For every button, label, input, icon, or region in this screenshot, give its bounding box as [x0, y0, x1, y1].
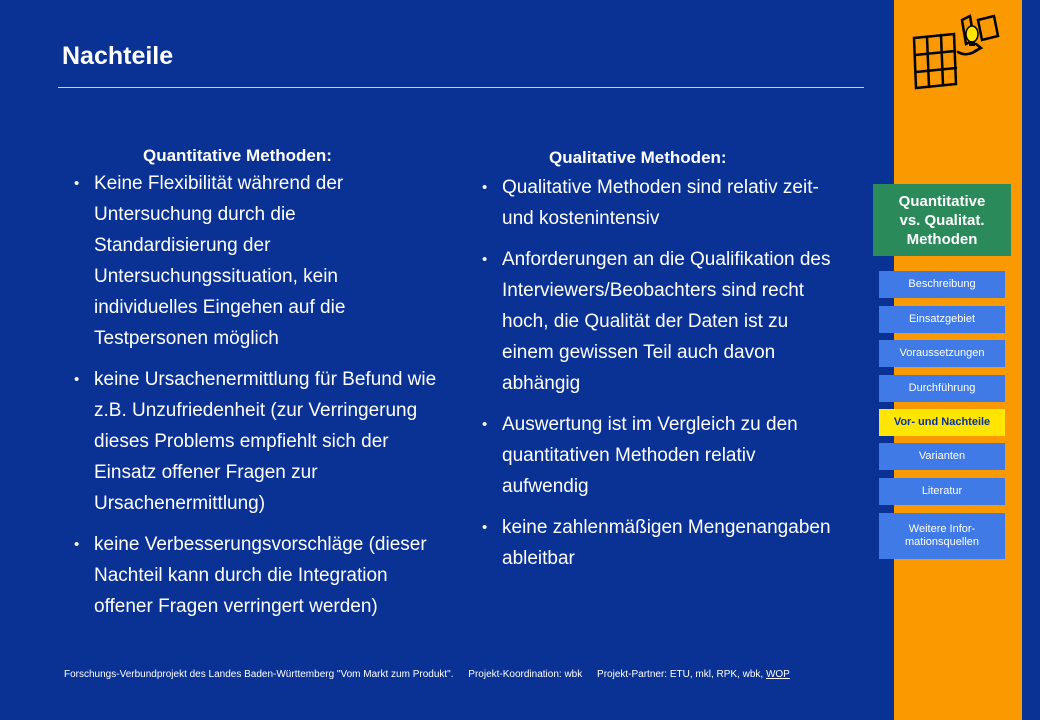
list-item: • Auswertung ist im Vergleich zu den quantitativen Methoden relativ aufwendig: [482, 409, 842, 502]
footer: [64, 669, 790, 680]
title-divider: [58, 87, 864, 88]
nav-voraussetzungen-button[interactable]: Voraussetzungen: [879, 340, 1005, 367]
footer-partners: Projekt-Partner: ETU, mkl, RPK, wbk,: [597, 669, 764, 680]
list-item: • Anforderungen an die Qualifikation des Interviewers/Beobachters sind recht hoch, die Qualität der Daten ist zu einem gewissen Teil auch davon abhängig: [482, 244, 842, 399]
right-column-heading: Qualitative Methoden:: [549, 148, 727, 167]
nav-weitere-informationsquellen-button[interactable]: Weitere Infor- mationsquellen: [879, 513, 1005, 559]
grid-lightbulb-logo-icon: [910, 12, 1010, 92]
footer-coordination: Projekt-Koordination: wbk: [468, 669, 583, 680]
topic-title-box: Quantitative vs. Qualitat. Methoden: [873, 184, 1011, 256]
list-item: • keine zahlenmäßigen Mengenangaben ableitbar: [482, 512, 842, 574]
list-item: • Keine Flexibilität während der Untersuchung durch die Standardisierung der Untersuchungssituation, kein individuelles Eingehen auf die Testpersonen möglich: [74, 168, 444, 354]
nav-einsatzgebiet-button[interactable]: Einsatzgebiet: [879, 306, 1005, 333]
wop-link[interactable]: WOP: [765, 669, 790, 680]
nav-literatur-button[interactable]: Literatur: [879, 478, 1005, 505]
page-title: Nachteile: [62, 42, 174, 70]
quantitative-disadvantages-list: [74, 168, 444, 632]
nav-beschreibung-button[interactable]: Beschreibung: [879, 271, 1005, 298]
nav-vor-und-nachteile-button[interactable]: Vor- und Nachteile: [879, 409, 1005, 436]
list-item: • Qualitative Methoden sind relativ zeit- und kostenintensiv: [482, 172, 842, 234]
qualitative-disadvantages-list: [482, 172, 842, 584]
nav-varianten-button[interactable]: Varianten: [879, 443, 1005, 470]
left-column-heading: Quantitative Methoden:: [143, 146, 332, 165]
list-item: • keine Verbesserungsvorschläge (dieser Nachteil kann durch die Integration offener Fragen verringert werden): [74, 529, 444, 622]
footer-project: Forschungs-Verbundprojekt des Landes Baden-Württemberg "Vom Markt zum Produkt".: [64, 669, 454, 680]
list-item: • keine Ursachenermittlung für Befund wie z.B. Unzufriedenheit (zur Verringerung dieses Problems empfiehlt sich der Einsatz offener Fragen zur Ursachenermittlung): [74, 364, 444, 519]
nav-durchfuehrung-button[interactable]: Durchführung: [879, 375, 1005, 402]
right-edge-band: [1022, 0, 1040, 720]
